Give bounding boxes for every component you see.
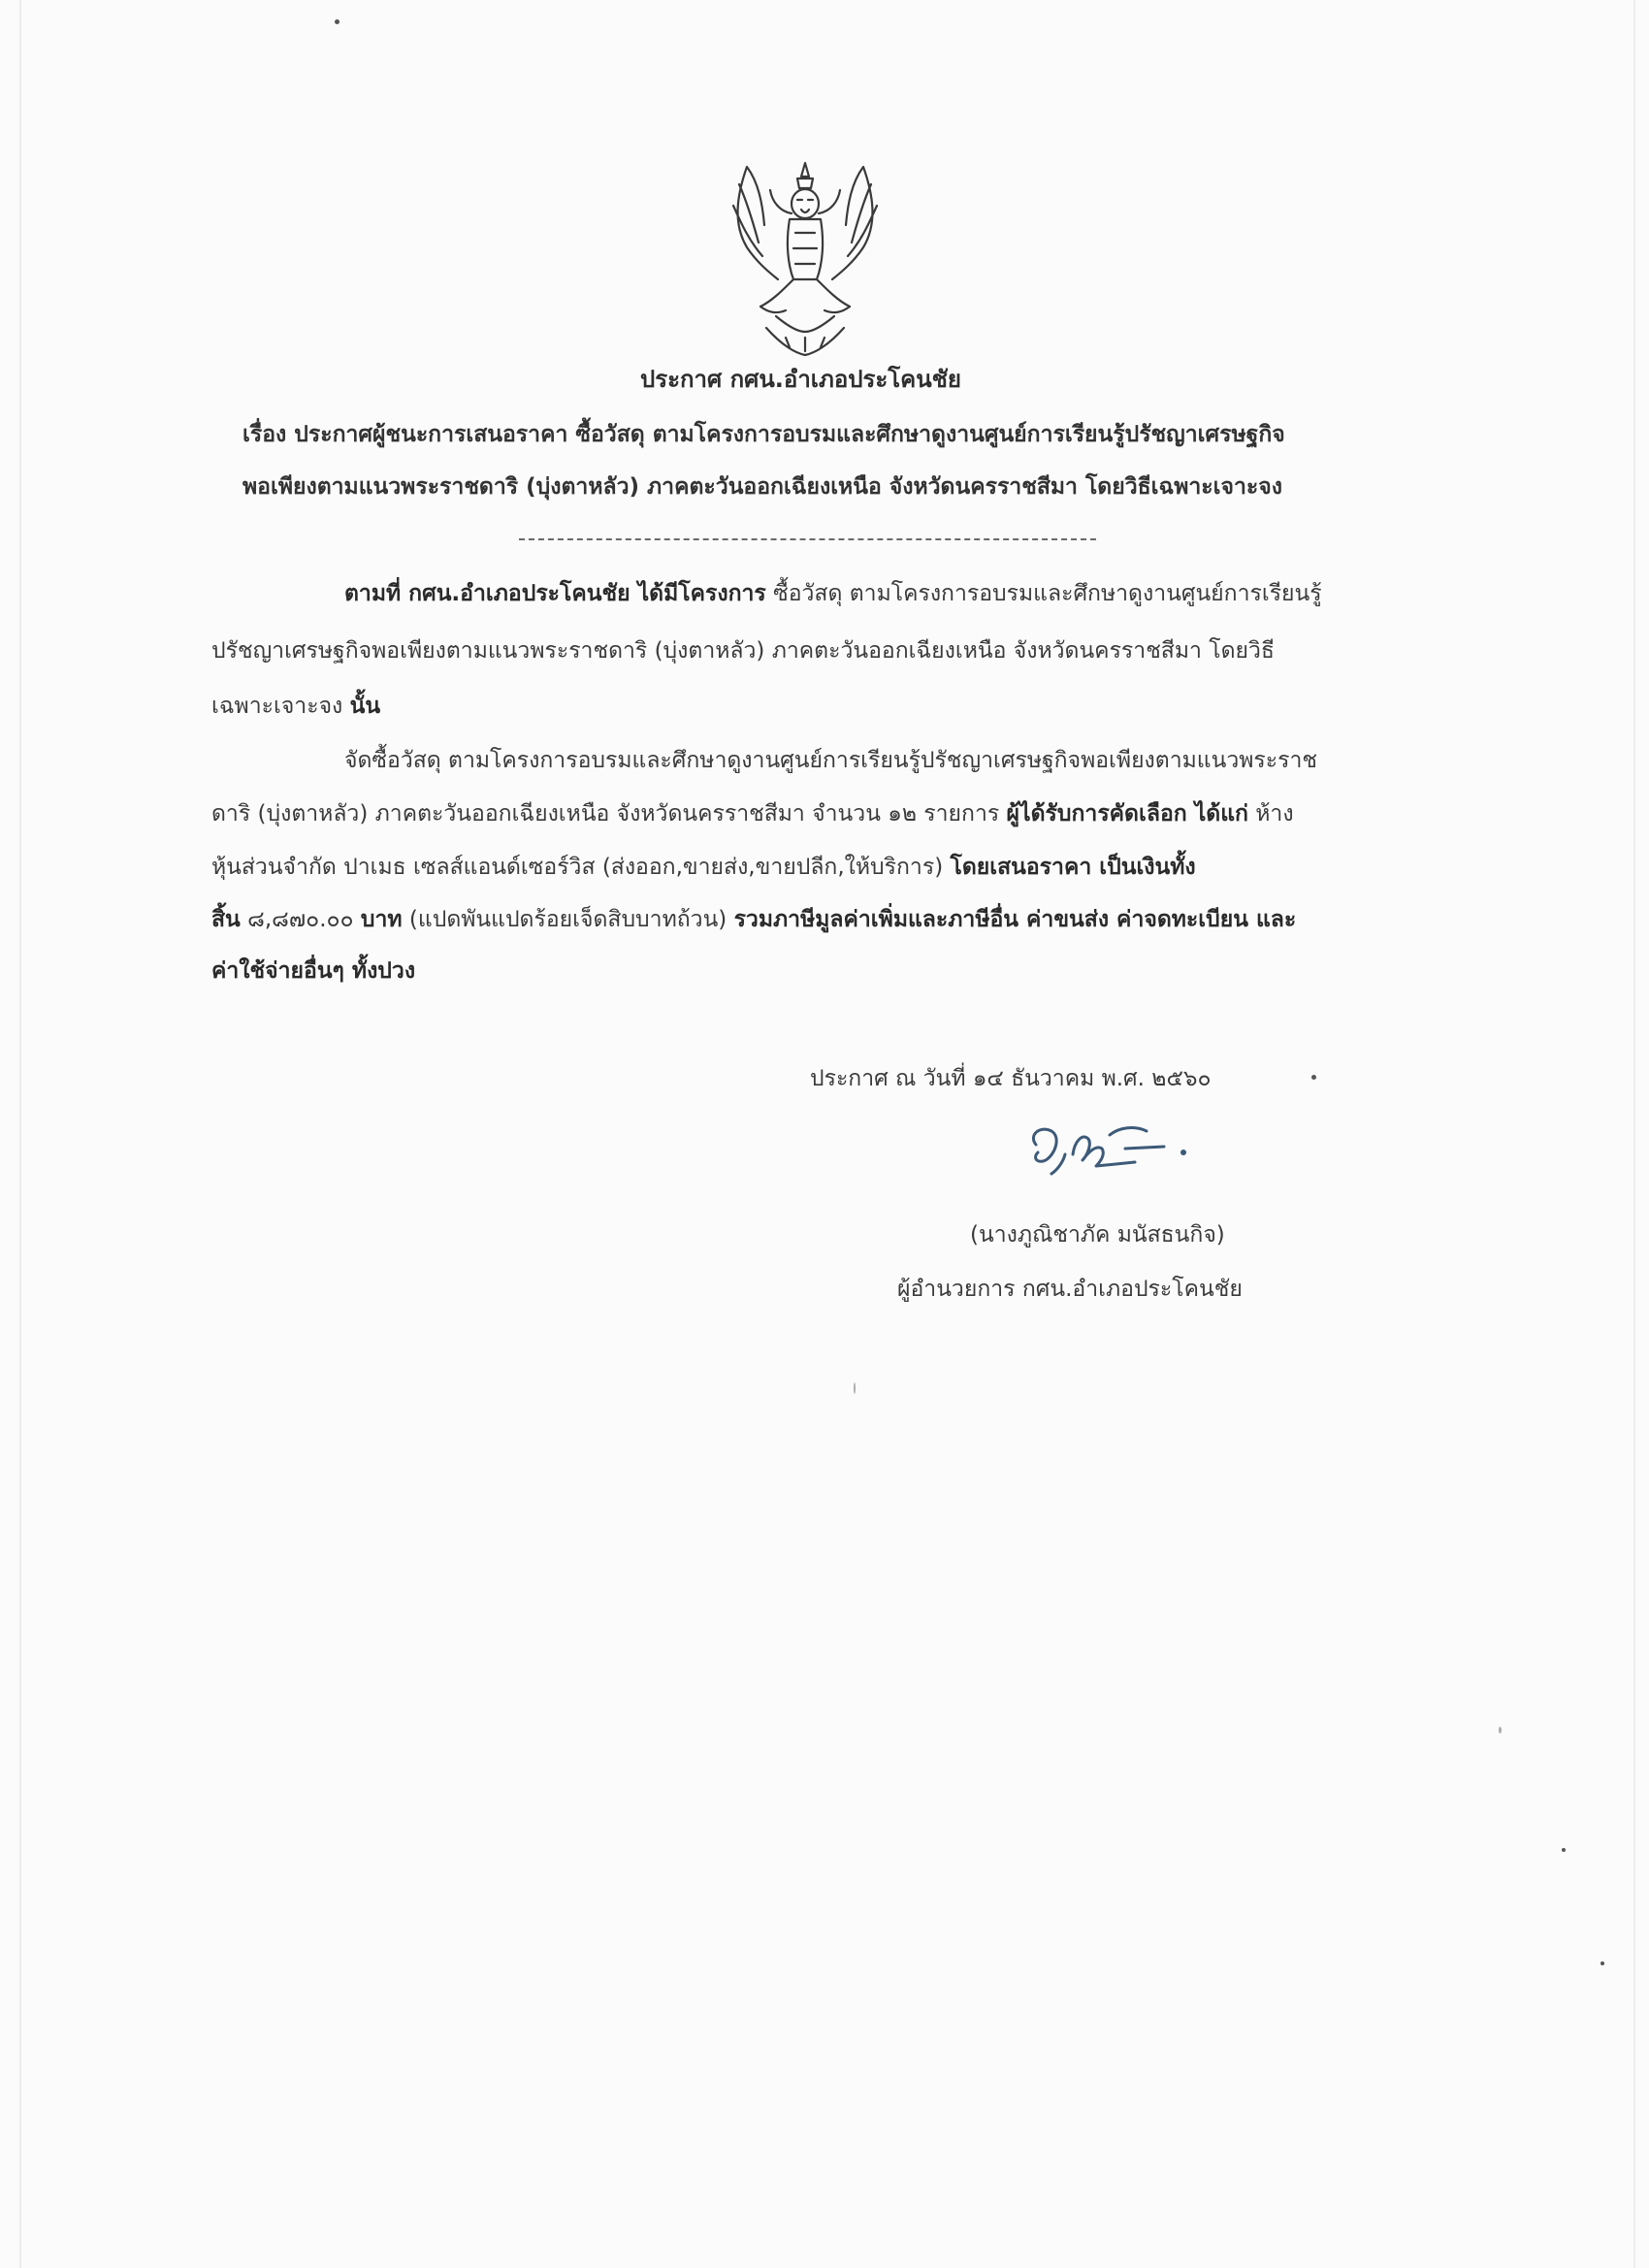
other-expenses-note: ค่าใช้จ่ายอื่นๆ ทั้งปวง <box>211 958 416 984</box>
paragraph-2-line-2-end: ห้าง <box>1247 801 1294 826</box>
page-edge-right <box>1633 0 1635 2268</box>
handwritten-signature <box>1018 1106 1232 1193</box>
total-label: สิ้น <box>211 907 241 932</box>
vendor-name: หุ้นส่วนจำกัด ปาเมธ เซลส์แอนด์เซอร์วิส (ส่งออก,ขายส่ง,ขายปลีก,ให้บริการ) <box>211 855 951 880</box>
paragraph-2-line-1: จัดซื้อวัสดุ ตามโครงการอบรมและศึกษาดูงานศูนย์การเรียนรู้ปรัชญาเศรษฐกิจพอเพียงตามแนวพระราช <box>344 748 1318 773</box>
paragraph-1-intro: ตามที่ กศน.อำเภอประโคนชัย ได้มีโครงการ <box>344 581 766 606</box>
subject-line-2: พอเพียงตามแนวพระราชดาริ (บุ่งตาหลัว) ภาคตะวันออกเฉียงเหนือ จังหวัดนครราชสีมา โดยวิธีเฉพาะเจาะจง <box>242 474 1282 500</box>
paragraph-1-line-3 <box>211 691 380 722</box>
paragraph-2-line-2 <box>211 798 1294 829</box>
garuda-emblem-icon <box>708 155 902 364</box>
paragraph-2-line-4 <box>211 904 1296 935</box>
amount-in-words: (แปดพันแปดร้อยเจ็ดสิบบาทถ้วน) <box>402 907 734 932</box>
tax-inclusion-note: รวมภาษีมูลค่าเพิ่มและภาษีอื่น ค่าขนส่ง ค่าจดทะเบียน และ <box>733 907 1297 932</box>
scan-speck <box>1562 1848 1566 1852</box>
paragraph-2-line-2-text: ดาริ (บุ่งตาหลัว) ภาคตะวันออกเฉียงเหนือ จังหวัดนครราชสีมา จำนวน ๑๒ รายการ <box>211 801 1007 826</box>
paragraph-1-line-1-rest: ซื้อวัสดุ ตามโครงการอบรมและศึกษาดูงานศูนย์การเรียนรู้ <box>765 581 1322 606</box>
page-title: ประกาศ กศน.อำเภอประโคนชัย <box>640 366 961 393</box>
paragraph-1-line-2: ปรัชญาเศรษฐกิจพอเพียงตามแนวพระราชดาริ (บุ่งตาหลัว) ภาคตะวันออกเฉียงเหนือ จังหวัดนครราชสีมา โดยวิธี <box>211 638 1275 664</box>
signer-name: (นางภูณิชาภัค มนัสธนกิจ) <box>970 1222 1225 1247</box>
scan-speck <box>335 19 340 24</box>
selected-vendor-label: ผู้ได้รับการคัดเลือก ได้แก่ <box>1006 801 1248 826</box>
scan-speck <box>1311 1075 1316 1080</box>
paragraph-1-line-3-text: เฉพาะเจาะจง <box>211 694 350 719</box>
currency-label: บาท <box>360 907 403 932</box>
signer-title: ผู้อำนวยการ กศน.อำเภอประโคนชัย <box>897 1277 1243 1302</box>
bid-price-label: โดยเสนอราคา เป็นเงินทั้ง <box>950 855 1196 880</box>
announcement-date: ประกาศ ณ วันที่ ๑๔ ธันวาคม พ.ศ. ๒๕๖๐ <box>810 1066 1212 1091</box>
paragraph-2-line-5 <box>211 956 415 987</box>
paragraph-1-line-3-end: นั้น <box>349 694 381 719</box>
paragraph-2-line-3 <box>211 852 1196 883</box>
scan-speck <box>1600 1961 1604 1965</box>
divider-dashed <box>519 538 1096 540</box>
total-amount: ๘,๘๗๐.๐๐ <box>240 907 361 932</box>
scan-speck <box>1499 1727 1502 1733</box>
paragraph-1-line-1 <box>344 578 1322 609</box>
page-edge-left <box>19 0 21 2268</box>
scan-speck <box>854 1382 856 1394</box>
subject-line-1: เรื่อง ประกาศผู้ชนะการเสนอราคา ซื้อวัสดุ ตามโครงการอบรมและศึกษาดูงานศูนย์การเรียนรู้ปรัชญาเศรษฐกิจ <box>242 422 1285 447</box>
